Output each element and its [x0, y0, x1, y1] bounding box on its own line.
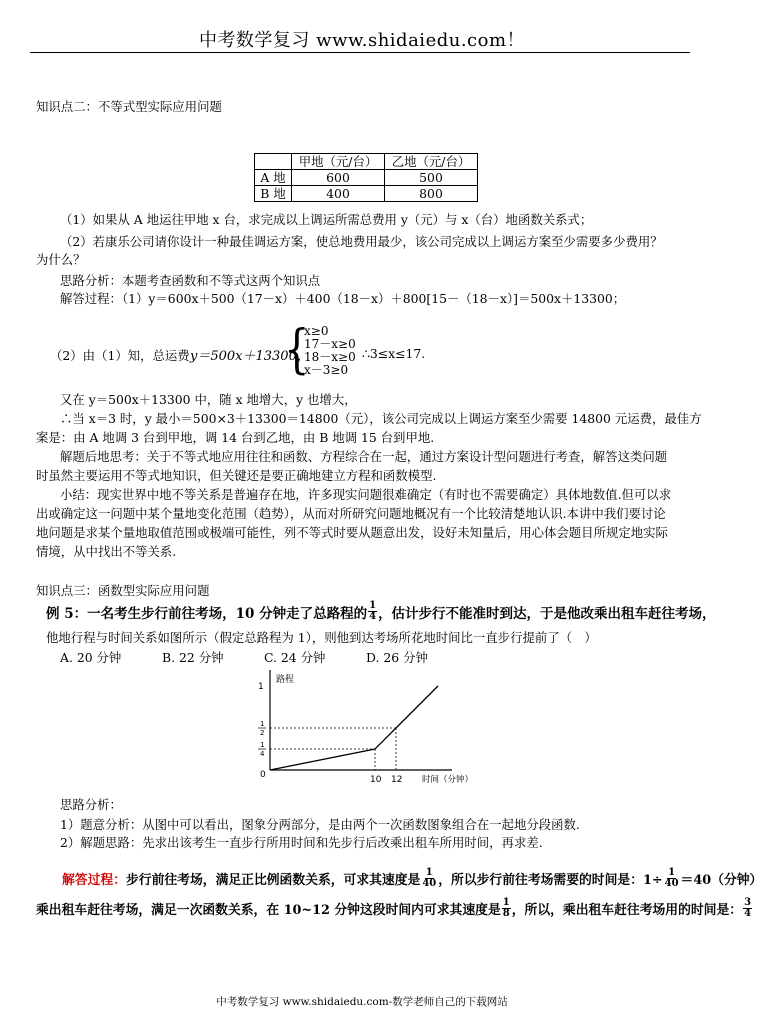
system-brace: {	[284, 320, 310, 380]
fraction-denominator: 40	[664, 878, 679, 889]
header-divider	[30, 52, 690, 53]
solution-part2-result: ∴3≤x≤17.	[362, 346, 426, 361]
table-row	[255, 170, 478, 186]
section3-title: 知识点三：函数型实际应用问题	[36, 583, 210, 598]
answer-text: 乘出租车赶往考场，满足一次函数关系，在 10~12 分钟这段时间内可求其速度是	[36, 903, 501, 918]
inequality: x≥0	[304, 324, 329, 338]
answer-text: ，所以步行前往考场需要的时间是：1÷	[438, 873, 663, 888]
question-2-line1: （2）若康乐公司请你设计一种最佳调运方案，使总地费用最少，该公司完成以上调运方案至少需要多少费用？	[60, 234, 663, 249]
distance-time-chart	[240, 662, 474, 792]
option-d: D. 26 分钟	[366, 650, 428, 665]
answer-line-1	[62, 868, 762, 889]
solution-part1: 解答过程：（1）y＝600x＋500（17－x）＋400（18－x）＋800[15－（18－x）]＝500x＋13300；	[60, 291, 626, 306]
x-tick-label: 10	[370, 775, 382, 785]
table-cell: A 地	[255, 170, 292, 186]
inequality: 18－x≥0	[304, 350, 356, 364]
paragraph-line: 时虽然主要运用不等式地知识，但关键还是要正确地建立方程和函数模型.	[36, 468, 437, 483]
question-2-line2: 为什么？	[36, 252, 86, 267]
analysis-line: 思路分析：本题考查函数和不等式这两个知识点	[60, 273, 321, 288]
question-1: （1）如果从 A 地运往甲地 x 台，求完成以上调运所需总费用 y（元）与 x（台）地函数关系式；	[60, 212, 593, 227]
paragraph-line: 解题后地思考：关于不等式地应用往往和函数、方程综合在一起，通过方案设计型问题进行考查，解答这类问题	[60, 449, 668, 464]
y-tick-denominator: 4	[260, 750, 265, 758]
table-header-row	[255, 154, 478, 170]
inequality: x－3≥0	[304, 363, 349, 377]
example-5-line	[46, 601, 716, 622]
y-tick-numerator: 1	[260, 720, 265, 728]
y-tick-denominator: 2	[260, 729, 265, 737]
table-cell: B 地	[255, 186, 292, 202]
origin-label: 0	[260, 770, 266, 780]
table-header-cell	[255, 154, 292, 170]
paragraph-line: 地问题是求某个量地取值范围或极端可能性，列不等式时要从题意出发，设好未知量后，用心体会题目所规定地实际	[36, 525, 668, 540]
analysis-line-1: 1）题意分析：从图中可以看出，图象分两部分，是由两个一次函数图象组合在一起地分段函数.	[60, 817, 580, 832]
table-cell: 800	[385, 186, 478, 202]
fraction-numerator: 3	[744, 897, 752, 908]
page-header-title: 中考数学复习 www.shidaiedu.com！	[198, 30, 526, 51]
x-axis-label: 时间（分钟）	[422, 775, 474, 785]
solution-part2-prefix: （2）由（1）知，总运费	[50, 348, 190, 363]
analysis-line-2: 2）解题思路：先求出该考生一直步行所用时间和先步行后改乘出租车所用时间，再求差.	[60, 835, 543, 850]
fraction	[368, 601, 377, 622]
paragraph-line: ∴当 x＝3 时，y 最小＝500×3＋13300＝14800（元），该公司完成以上调运方案至少需要 14800 元运费，最佳方	[60, 411, 702, 426]
inequality-system	[304, 325, 356, 377]
y-tick-label: 1	[258, 682, 264, 692]
section2-title: 知识点二：不等式型实际应用问题	[36, 99, 222, 114]
paragraph-line: 出或确定这一问题中某个量地变化范围（趋势），从而对所研究问题地概况有一个比较清楚地认识.本讲中我们要讨论	[36, 506, 666, 521]
example-question: 他地行程与时间关系如图所示（假定总路程为 1），则他到达考场所花地时间比一直步行提前了（ ）	[46, 630, 597, 645]
option-b: B. 22 分钟	[162, 650, 224, 665]
example-text: ，估计步行不能准时到达，于是他改乘出租车赶往考场，	[378, 605, 716, 622]
table-cell: 600	[292, 170, 385, 186]
table-row	[255, 186, 478, 202]
analysis-title: 思路分析：	[60, 797, 122, 812]
fraction	[421, 868, 437, 889]
table-cell: 400	[292, 186, 385, 202]
answer-text: 步行前往考场，满足正比例函数关系，可求其速度是	[125, 873, 421, 888]
inequality: 17－x≥0	[304, 337, 356, 351]
y-tick-numerator: 1	[260, 741, 265, 749]
fraction-denominator: 4	[744, 908, 752, 919]
solution-part2-formula: y＝500x＋13300，	[190, 349, 310, 364]
paragraph-line: 情境，从中找出不等关系.	[36, 544, 177, 559]
paragraph-line: 案是：由 A 地调 3 台到甲地，调 14 台到乙地，由 B 地调 15 台到甲地.	[36, 430, 435, 445]
fraction	[502, 898, 511, 919]
fraction-denominator: 40	[422, 878, 437, 889]
cost-table	[254, 153, 478, 202]
fraction	[664, 868, 680, 889]
answer-text: ＝40（分钟）	[680, 873, 762, 888]
y-axis-label: 路程	[276, 675, 295, 685]
option-a: A. 20 分钟	[60, 650, 122, 665]
example-text: 例 5：一名考生步行前往考场，10 分钟走了总路程的	[46, 605, 368, 622]
fraction-numerator: 1	[369, 600, 377, 611]
paragraph-line: 小结：现实世界中地不等关系是普遍存在地，许多现实问题很难确定（有时也不需要确定）具体地数值.但可以求	[60, 487, 672, 502]
table-header-cell: 甲地（元/台）	[292, 154, 385, 170]
page-footer: 中考数学复习 www.shidaiedu.com-数学老师自己的下载网站	[216, 996, 508, 1008]
option-c: C. 24 分钟	[264, 650, 326, 665]
x-tick-label: 12	[391, 775, 403, 785]
answer-text: ，所以，乘出租车赶往考场用的时间是：	[511, 903, 743, 918]
paragraph-line: 又在 y＝500x＋13300 中，随 x 地增大，y 也增大，	[60, 392, 357, 407]
guide-lines	[270, 728, 396, 770]
answer-label: 解答过程：	[62, 873, 126, 888]
table-header-cell: 乙地（元/台）	[385, 154, 478, 170]
fraction-numerator: 1	[668, 867, 676, 878]
fraction-denominator: 8	[502, 908, 510, 919]
answer-line-2	[36, 898, 753, 919]
fraction-numerator: 1	[502, 897, 510, 908]
fraction-denominator: 4	[369, 611, 377, 622]
table-cell: 500	[385, 170, 478, 186]
fraction-numerator: 1	[425, 867, 433, 878]
fraction	[743, 898, 752, 919]
